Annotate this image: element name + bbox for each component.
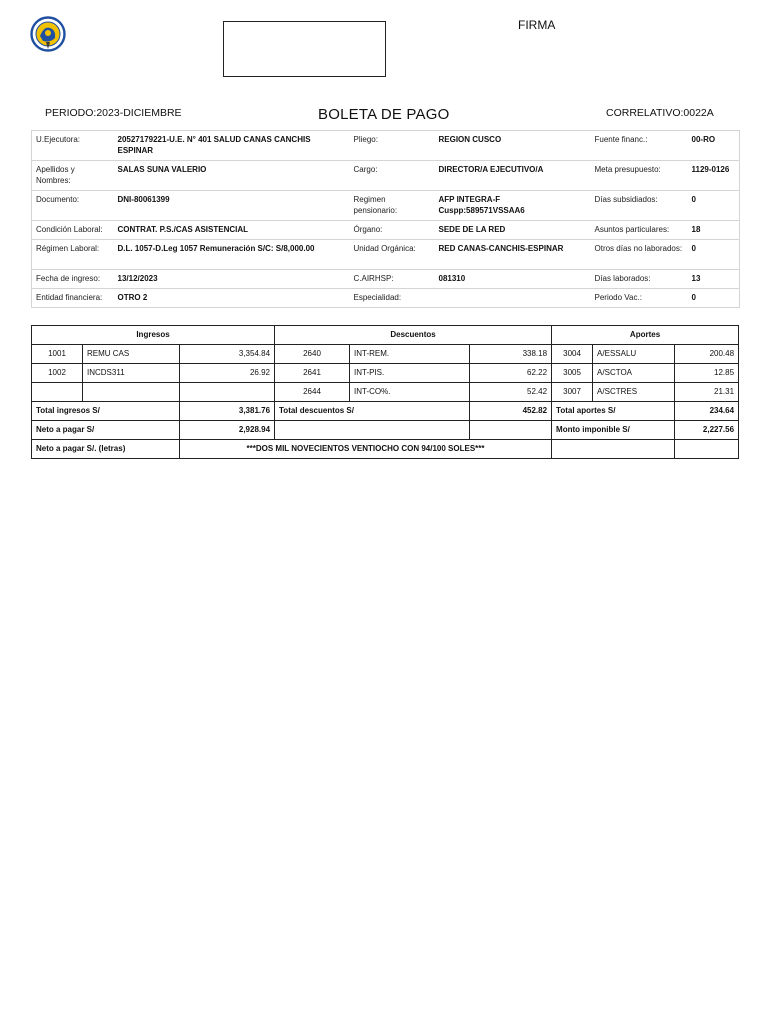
info-label: Órgano: — [350, 221, 435, 240]
info-value: RED CANAS-CANCHIS-ESPINAR — [435, 240, 591, 270]
periodo-label: PERIODO:2023-DICIEMBRE — [45, 107, 182, 119]
descuentos-header: Descuentos — [275, 326, 552, 345]
descuento-amount: 338.18 — [470, 345, 552, 364]
aporte-name: A/ESSALU — [593, 345, 675, 364]
empty-cell — [275, 421, 470, 440]
aporte-amount: 200.48 — [675, 345, 739, 364]
aporte-code: 3007 — [552, 383, 593, 402]
total-aportes-value: 234.64 — [675, 402, 739, 421]
info-value: REGION CUSCO — [435, 131, 591, 161]
info-value: 0 — [688, 289, 740, 308]
info-row — [32, 240, 740, 270]
ingreso-name: REMU CAS — [83, 345, 180, 364]
info-value: 20527179221-U.E. N° 401 SALUD CANAS CANCHIS ESPINAR — [114, 131, 350, 161]
aporte-amount: 12.85 — [675, 364, 739, 383]
info-row — [32, 270, 740, 289]
info-label: Días subsidiados: — [591, 191, 688, 221]
aporte-code: 3005 — [552, 364, 593, 383]
info-label: Meta presupuesto: — [591, 161, 688, 191]
descuento-code: 2641 — [275, 364, 350, 383]
monto-imponible-value: 2,227.56 — [675, 421, 739, 440]
empty-cell — [675, 440, 739, 459]
info-value: 13/12/2023 — [114, 270, 350, 289]
signature-box — [223, 21, 386, 77]
info-value: 0 — [688, 191, 740, 221]
info-value: 00-RO — [688, 131, 740, 161]
ingreso-amount — [180, 383, 275, 402]
ingreso-code — [32, 383, 83, 402]
info-row — [32, 191, 740, 221]
info-value: OTRO 2 — [114, 289, 350, 308]
descuento-name: INT-CO%. — [350, 383, 470, 402]
total-ingresos-value: 3,381.76 — [180, 402, 275, 421]
payment-table — [31, 325, 739, 459]
info-value: 0 — [688, 240, 740, 270]
descuento-amount: 62.22 — [470, 364, 552, 383]
info-label: C.AIRHSP: — [350, 270, 435, 289]
info-value: D.L. 1057-D.Leg 1057 Remuneración S/C: S/8,000.00 — [114, 240, 350, 270]
neto-pagar-label: Neto a pagar S/ — [32, 421, 180, 440]
info-row — [32, 161, 740, 191]
letras-row — [32, 440, 739, 459]
info-label: Régimen Laboral: — [32, 240, 114, 270]
total-descuentos-value: 452.82 — [470, 402, 552, 421]
monto-imponible-label: Monto imponible S/ — [552, 421, 675, 440]
info-value: DNI-80061399 — [114, 191, 350, 221]
info-row — [32, 221, 740, 240]
neto-row — [32, 421, 739, 440]
institution-seal-icon — [30, 16, 66, 52]
aporte-name: A/SCTOA — [593, 364, 675, 383]
info-row — [32, 131, 740, 161]
info-label: Fecha de ingreso: — [32, 270, 114, 289]
info-value: AFP INTEGRA-F Cuspp:589571VSSAA6 — [435, 191, 591, 221]
ingreso-amount: 26.92 — [180, 364, 275, 383]
aporte-name: A/SCTRES — [593, 383, 675, 402]
aporte-amount: 21.31 — [675, 383, 739, 402]
descuento-name: INT-REM. — [350, 345, 470, 364]
info-label: Asuntos particulares: — [591, 221, 688, 240]
info-label: Documento: — [32, 191, 114, 221]
ingreso-code: 1001 — [32, 345, 83, 364]
neto-letras-value: ***DOS MIL NOVECIENTOS VENTIOCHO CON 94/100 SOLES*** — [180, 440, 552, 459]
aportes-header: Aportes — [552, 326, 739, 345]
neto-letras-label: Neto a pagar S/. (letras) — [32, 440, 180, 459]
ingreso-name: INCDS311 — [83, 364, 180, 383]
neto-pagar-value: 2,928.94 — [180, 421, 275, 440]
info-label: Condición Laboral: — [32, 221, 114, 240]
employee-info-table — [31, 130, 740, 308]
info-label: Unidad Orgánica: — [350, 240, 435, 270]
info-value: 18 — [688, 221, 740, 240]
info-label: Entidad financiera: — [32, 289, 114, 308]
info-label: Otros días no laborados: — [591, 240, 688, 270]
info-label: Regimen pensionario: — [350, 191, 435, 221]
descuento-code: 2644 — [275, 383, 350, 402]
info-label: Pliego: — [350, 131, 435, 161]
info-value: 081310 — [435, 270, 591, 289]
empty-cell — [552, 440, 675, 459]
total-descuentos-label: Total descuentos S/ — [275, 402, 470, 421]
info-value: SEDE DE LA RED — [435, 221, 591, 240]
firma-label: FIRMA — [518, 18, 556, 32]
descuento-code: 2640 — [275, 345, 350, 364]
document-title: BOLETA DE PAGO — [318, 106, 450, 123]
info-label: U.Ejecutora: — [32, 131, 114, 161]
table-row — [32, 345, 739, 364]
info-label: Fuente financ.: — [591, 131, 688, 161]
info-value: SALAS SUNA VALERIO — [114, 161, 350, 191]
descuento-name: INT-PIS. — [350, 364, 470, 383]
info-value: 13 — [688, 270, 740, 289]
info-label: Días laborados: — [591, 270, 688, 289]
info-row — [32, 289, 740, 308]
info-value — [435, 289, 591, 308]
info-value: 1129-0126 — [688, 161, 740, 191]
total-ingresos-label: Total ingresos S/ — [32, 402, 180, 421]
info-label: Especialidad: — [350, 289, 435, 308]
total-aportes-label: Total aportes S/ — [552, 402, 675, 421]
table-row — [32, 364, 739, 383]
ingreso-code: 1002 — [32, 364, 83, 383]
ingreso-amount: 3,354.84 — [180, 345, 275, 364]
ingreso-name — [83, 383, 180, 402]
table-header-row — [32, 326, 739, 345]
totals-row — [32, 402, 739, 421]
info-label: Cargo: — [350, 161, 435, 191]
empty-cell — [470, 421, 552, 440]
correlativo-label: CORRELATIVO:0022A — [606, 107, 714, 119]
table-row — [32, 383, 739, 402]
info-label: Periodo Vac.: — [591, 289, 688, 308]
info-label: Apellidos y Nombres: — [32, 161, 114, 191]
info-value: CONTRAT. P.S./CAS ASISTENCIAL — [114, 221, 350, 240]
info-value: DIRECTOR/A EJECUTIVO/A — [435, 161, 591, 191]
descuento-amount: 52.42 — [470, 383, 552, 402]
aporte-code: 3004 — [552, 345, 593, 364]
ingresos-header: Ingresos — [32, 326, 275, 345]
